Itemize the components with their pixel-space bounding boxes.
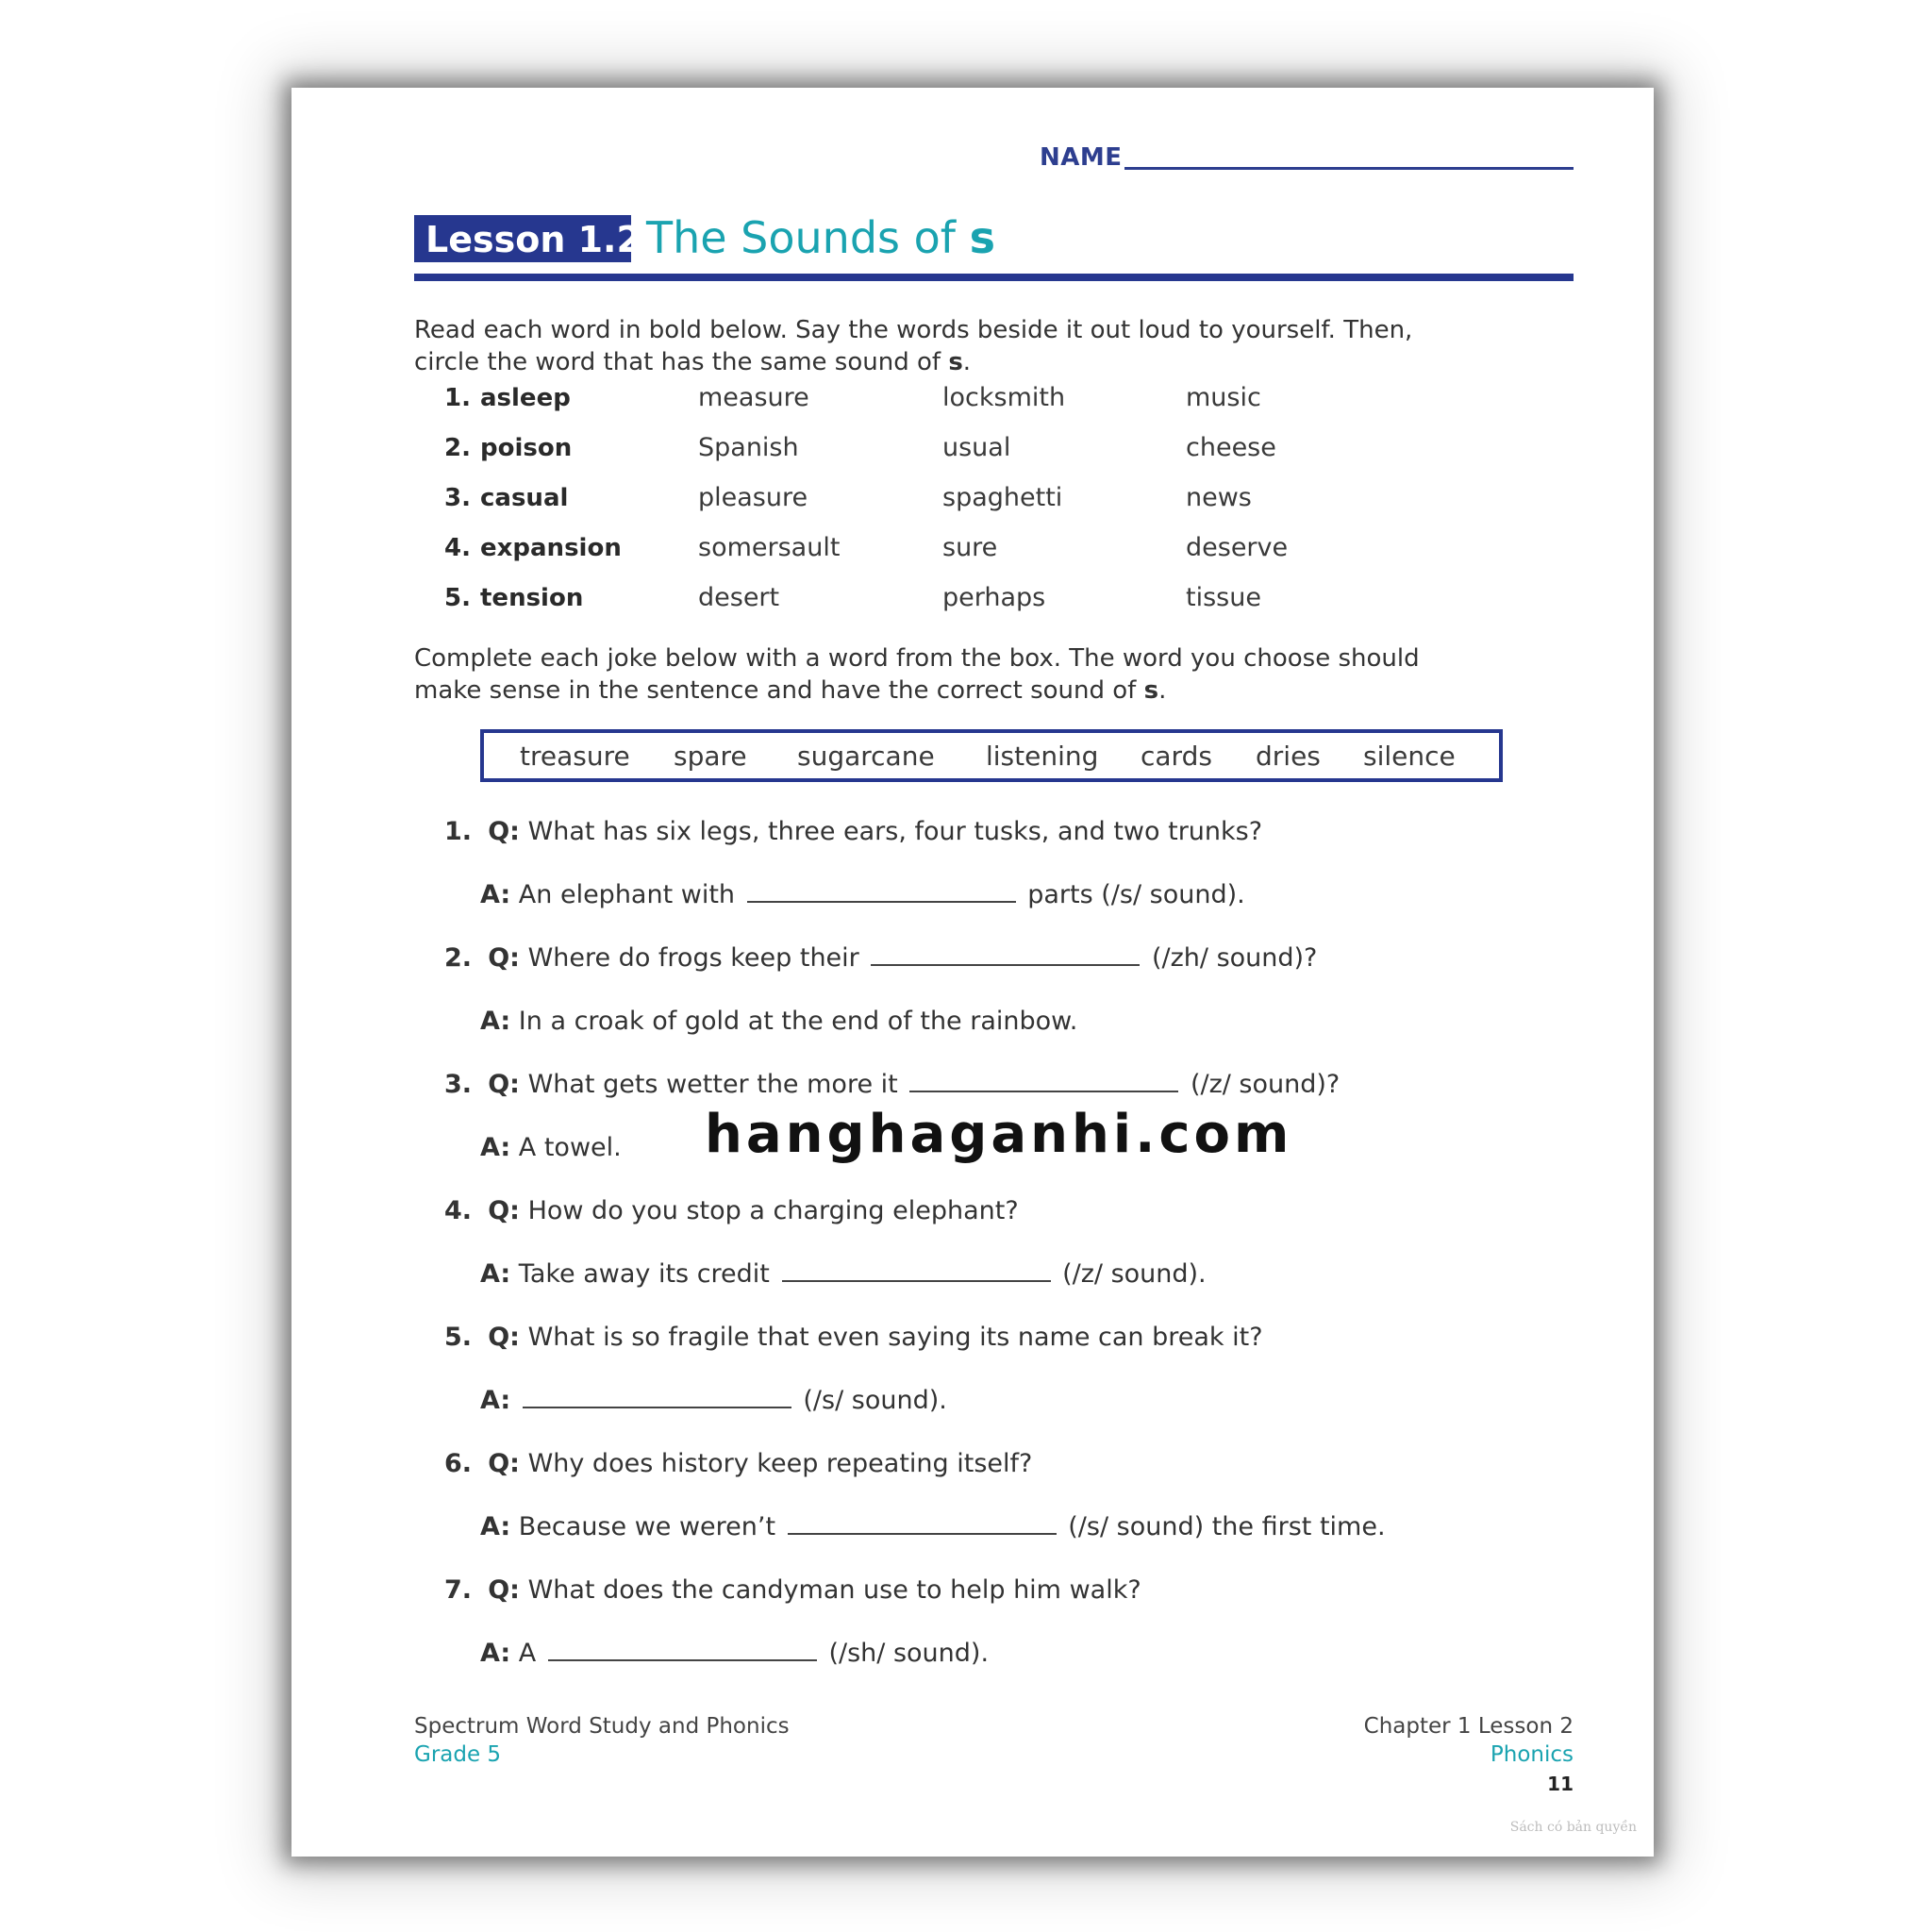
answer-blank[interactable] (788, 1512, 1057, 1535)
word-bank-word: dries (1256, 741, 1321, 772)
joke-answer: A: (/s/ sound). (480, 1386, 947, 1415)
item-choice[interactable]: Spanish (698, 433, 799, 462)
part1-instructions: Read each word in bold below. Say the words beside it out loud to yourself. Then, circle the word that has the same sound of s. (414, 316, 1413, 376)
joke-question: 3. Q: What gets wetter the more it (/z/ sound)? (444, 1070, 1341, 1099)
answer-blank[interactable] (548, 1639, 817, 1661)
word-bank-word: sugarcane (797, 741, 935, 772)
item-choice[interactable]: locksmith (942, 383, 1066, 412)
item-choice[interactable]: pleasure (698, 483, 808, 512)
item-choice[interactable]: music (1186, 383, 1261, 412)
item-choice[interactable]: usual (942, 433, 1011, 462)
joke-answer: A: An elephant with parts (/s/ sound). (480, 880, 1245, 909)
joke-question: 2. Q: Where do frogs keep their (/zh/ sound)? (444, 943, 1318, 973)
item-number: 5. (444, 584, 471, 612)
footer-chapter: Chapter 1 Lesson 2 (1363, 1714, 1574, 1739)
word-bank-word: silence (1363, 741, 1456, 772)
item-bold-word: asleep (480, 384, 571, 412)
lesson-title: The Sounds of s (646, 212, 995, 263)
footer-grade: Grade 5 (414, 1742, 502, 1767)
word-bank-word: listening (986, 741, 1099, 772)
item-choice[interactable]: perhaps (942, 583, 1046, 612)
watermark-text: hanghaganhi.com (705, 1104, 1293, 1165)
item-choice[interactable]: measure (698, 383, 809, 412)
footer-book-title: Spectrum Word Study and Phonics (414, 1714, 790, 1739)
item-bold-word: casual (480, 484, 569, 512)
answer-blank[interactable] (871, 943, 1140, 966)
item-choice[interactable]: cheese (1186, 433, 1276, 462)
lesson-label: Lesson 1.2 (425, 219, 641, 260)
joke-answer: A: A (/sh/ sound). (480, 1639, 990, 1668)
joke-question: 4. Q: How do you stop a charging elephant? (444, 1196, 1019, 1225)
joke-answer: A: A towel. (480, 1133, 622, 1162)
name-write-line (1124, 167, 1574, 170)
item-choice[interactable]: spaghetti (942, 483, 1063, 512)
item-number: 2. (444, 434, 471, 462)
joke-answer: A: Because we weren’t (/s/ sound) the first time. (480, 1512, 1386, 1541)
part2-instructions: Complete each joke below with a word from the box. The word you choose should make sense in the sentence and have the correct sound of s. (414, 644, 1420, 705)
item-choice[interactable]: somersault (698, 533, 841, 562)
copyright-note: Sách có bản quyền (1509, 1820, 1637, 1835)
joke-question: 5. Q: What is so fragile that even saying its name can break it? (444, 1323, 1263, 1352)
worksheet-page (291, 88, 1654, 1857)
joke-answer: A: Take away its credit (/z/ sound). (480, 1259, 1207, 1289)
item-choice[interactable]: tissue (1186, 583, 1261, 612)
word-bank-word: cards (1141, 741, 1212, 772)
joke-question: 6. Q: Why does history keep repeating itself? (444, 1449, 1033, 1478)
page-number: 11 (1547, 1773, 1574, 1795)
answer-blank[interactable] (523, 1386, 791, 1408)
item-choice[interactable]: sure (942, 533, 998, 562)
answer-blank[interactable] (747, 880, 1016, 903)
item-choice[interactable]: news (1186, 483, 1252, 512)
item-number: 4. (444, 534, 471, 562)
word-bank-word: treasure (520, 741, 630, 772)
item-number: 3. (444, 484, 471, 512)
name-label: NAME (1040, 143, 1123, 172)
joke-answer: A: In a croak of gold at the end of the rainbow. (480, 1007, 1078, 1036)
item-bold-word: poison (480, 434, 573, 462)
item-bold-word: expansion (480, 534, 622, 562)
footer-subject: Phonics (1490, 1742, 1574, 1767)
joke-question: 1. Q: What has six legs, three ears, four tusks, and two trunks? (444, 817, 1263, 846)
item-number: 1. (444, 384, 471, 412)
item-choice[interactable]: desert (698, 583, 780, 612)
word-bank-word: spare (674, 741, 747, 772)
answer-blank[interactable] (782, 1259, 1051, 1282)
joke-question: 7. Q: What does the candyman use to help him walk? (444, 1575, 1141, 1605)
item-choice[interactable]: deserve (1186, 533, 1289, 562)
item-bold-word: tension (480, 584, 584, 612)
title-rule (414, 274, 1574, 281)
answer-blank[interactable] (909, 1070, 1178, 1092)
